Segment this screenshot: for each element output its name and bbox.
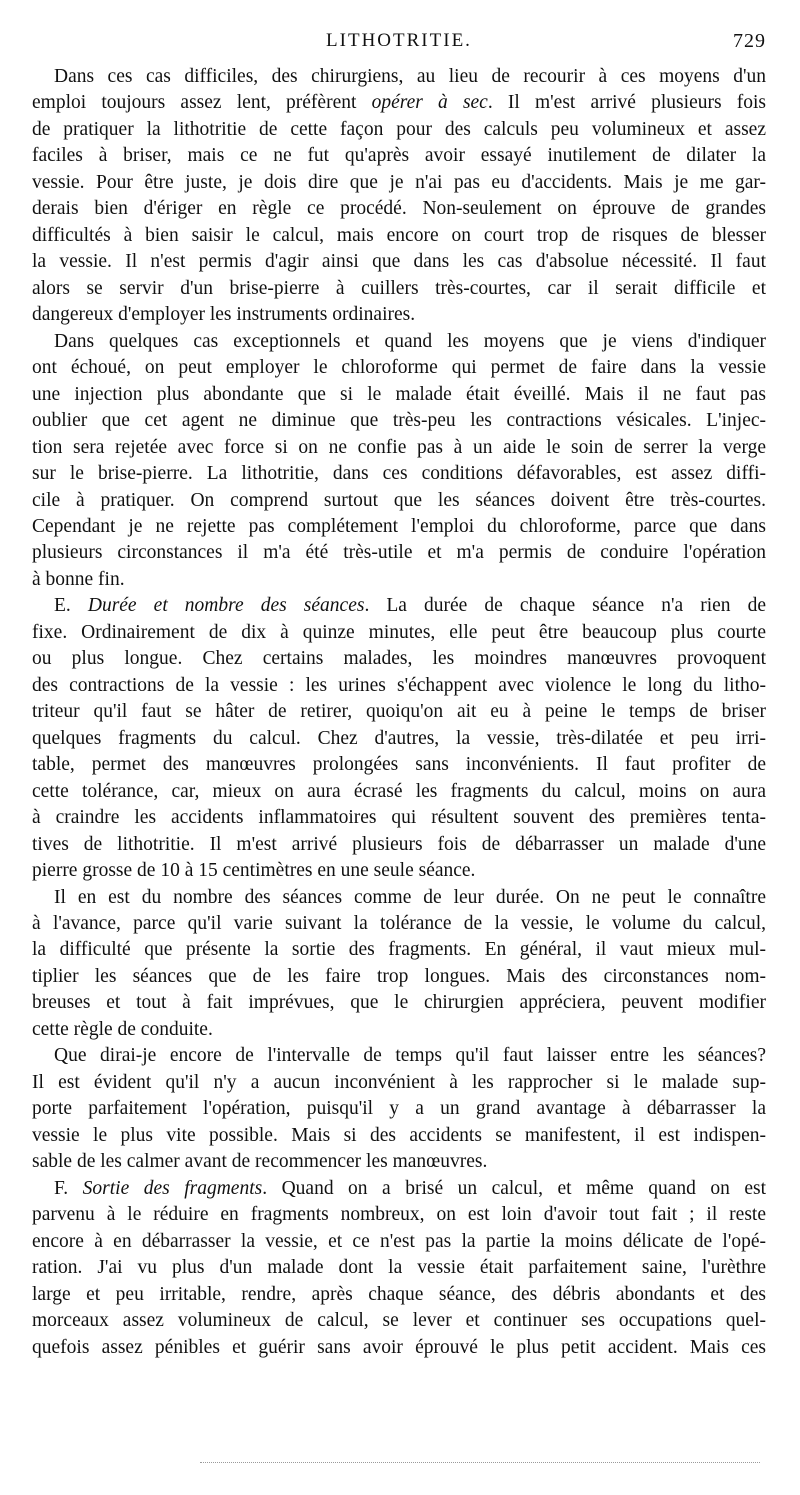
text-line: [32, 1043, 766, 1069]
text-line: [32, 779, 766, 805]
text-line: [32, 540, 766, 566]
line-text: oublier que cet agent ne diminue que très-peu les contractions vésicales. L'injec-: [32, 410, 766, 432]
text-line: [32, 382, 766, 408]
line-text: Il en est du nombre des séances comme de leur durée. On ne peut le connaître: [54, 886, 766, 908]
line-text: table, permet des manœuvres prolongées sans inconvénients. Il faut profiter de: [32, 754, 766, 776]
text-line: [32, 302, 766, 328]
text-line: [32, 196, 766, 222]
line-text: E.: [54, 595, 88, 617]
line-text: dangereux d'employer les instruments ordinaires.: [32, 304, 416, 326]
text-line: [32, 1149, 766, 1175]
text-line: [32, 752, 766, 778]
line-text: emploi toujours assez lent, préfèrent: [32, 92, 372, 114]
line-text: la difficulté que présente la sortie des fragments. En général, il vaut mieux mul-: [32, 939, 766, 961]
text-line: [32, 355, 766, 381]
text-line: [32, 64, 766, 90]
line-text: triteur qu'il faut se hâter de retirer, quoiqu'on ait eu à peine le temps de briser: [32, 701, 766, 723]
line-text: ont échoué, on peut employer le chloroforme qui permet de faire dans la vessie: [32, 357, 766, 379]
text-line: [32, 646, 766, 672]
line-text-continued: . Quand on a brisé un calcul, et même quand on est: [262, 1177, 766, 1199]
text-line: [32, 143, 766, 169]
text-line: [32, 329, 766, 355]
text-line: [32, 726, 766, 752]
line-text: Dans quelques cas exceptionnels et quand les moyens que je viens d'indiquer: [54, 330, 766, 352]
body-text: [32, 64, 766, 1361]
section-heading-italic: Durée et nombre des séances: [87, 595, 365, 617]
line-text: tion sera rejetée avec force si on ne confie pas à un aide le soin de serrer la verge: [32, 436, 766, 458]
line-text: fixe. Ordinairement de dix à quinze minutes, elle peut être beaucoup plus courte: [32, 621, 766, 643]
line-text: morceaux assez volumineux de calcul, se lever et continuer ses occupations quel-: [32, 1310, 766, 1332]
text-line: [32, 620, 766, 646]
text-line: [32, 276, 766, 302]
text-line: [32, 1282, 766, 1308]
line-text: alors se servir d'un brise-pierre à cuillers très-courtes, car il serait difficile et: [32, 277, 766, 299]
line-text: sur le brise-pierre. La lithotritie, dans ces conditions défavorables, est assez diffi-: [32, 463, 766, 485]
line-text: ou plus longue. Chez certains malades, les moindres manœuvres provoquent: [32, 648, 766, 670]
text-line: [32, 832, 766, 858]
footer-rule: [200, 1462, 760, 1463]
text-line: [32, 170, 766, 196]
text-line: [32, 1255, 766, 1281]
page-number: 729: [733, 30, 766, 52]
section-heading-italic: opérer à sec: [371, 92, 488, 114]
line-text: la vessie. Il n'est permis d'agir ainsi que dans les cas d'absolue nécessité. Il faut: [32, 251, 766, 273]
line-text: cette tolérance, car, mieux on aura écrasé les fragments du calcul, moins on aura: [32, 780, 766, 802]
line-text: Il est évident qu'il n'y a aucun inconvénient à les rapprocher si le malade sup-: [32, 1071, 766, 1093]
line-text: des contractions de la vessie : les urines s'échappent avec violence le long du litho-: [32, 674, 766, 696]
text-line: [32, 514, 766, 540]
line-text: F.: [54, 1177, 83, 1199]
text-line: [32, 223, 766, 249]
page-header: [32, 30, 766, 60]
text-line: [32, 117, 766, 143]
line-text: Dans ces cas difficiles, des chirurgiens, au lieu de recourir à ces moyens d'un: [54, 66, 766, 87]
line-text: large et peu irritable, rendre, après chaque séance, des débris abondants et des: [32, 1283, 766, 1305]
line-text: encore à en débarrasser la vessie, et ce n'est pas la partie la moins délicate de l'opé-: [32, 1230, 766, 1252]
line-text: tiplier les séances que de les faire trop longues. Mais des circonstances nom-: [32, 965, 766, 987]
text-line: [32, 1123, 766, 1149]
text-line: [32, 1202, 766, 1228]
text-line: [32, 488, 766, 514]
line-text: plusieurs circonstances il m'a été très-utile et m'a permis de conduire l'opération: [32, 542, 766, 564]
text-line: [32, 964, 766, 990]
line-text: quelques fragments du calcul. Chez d'autres, la vessie, très-dilatée et peu irri-: [32, 727, 766, 749]
text-line: [32, 1070, 766, 1096]
line-text: de pratiquer la lithotritie de cette façon pour des calculs peu volumineux et assez: [32, 118, 766, 140]
line-text: quefois assez pénibles et guérir sans avoir éprouvé le plus petit accident. Mais ces: [32, 1336, 766, 1358]
line-text: Cependant je ne rejette pas complétement l'emploi du chloroforme, parce que dans: [32, 515, 766, 537]
text-line: [32, 593, 766, 619]
line-text-continued: . La durée de chaque séance n'a rien de: [364, 595, 766, 617]
line-text: Que dirai-je encore de l'intervalle de temps qu'il faut laisser entre les séances?: [54, 1045, 766, 1067]
line-text: porte parfaitement l'opération, puisqu'il y a un grand avantage à débarrasser la: [32, 1098, 766, 1120]
text-line: [32, 911, 766, 937]
line-text: sable de les calmer avant de recommencer les manœuvres.: [32, 1151, 488, 1173]
line-text: breuses et tout à fait imprévues, que le chirurgien appréciera, peuvent modifier: [32, 992, 766, 1014]
text-line: [32, 1017, 766, 1043]
text-line: [32, 885, 766, 911]
text-line: [32, 408, 766, 434]
line-text: parvenu à le réduire en fragments nombreux, on est loin d'avoir tout fait ; il reste: [32, 1204, 766, 1226]
line-text: derais bien d'ériger en règle ce procédé. Non-seulement on éprouve de grandes: [32, 198, 766, 220]
text-line: [32, 699, 766, 725]
text-line: [32, 249, 766, 275]
running-title: LITHOTRITIE.: [326, 30, 472, 51]
line-text: à craindre les accidents inflammatoires qui résultent souvent des premières tenta-: [32, 807, 766, 829]
line-text: vessie le plus vite possible. Mais si des accidents se manifestent, il est indispen-: [32, 1124, 766, 1146]
text-line: [32, 567, 766, 593]
text-line: [32, 1335, 766, 1361]
text-line: [32, 435, 766, 461]
line-text: cile à pratiquer. On comprend surtout que les séances doivent être très-courtes.: [32, 489, 766, 511]
line-text: pierre grosse de 10 à 15 centimètres en une seule séance.: [32, 860, 476, 882]
line-text: cette règle de conduite.: [32, 1018, 213, 1040]
text-line: [32, 1096, 766, 1122]
line-text: tives de lithotritie. Il m'est arrivé plusieurs fois de débarrasser un malade d'une: [32, 833, 766, 855]
line-text: une injection plus abondante que si le malade était éveillé. Mais il ne faut pas: [32, 383, 766, 405]
text-line: [32, 1308, 766, 1334]
text-line: [32, 805, 766, 831]
line-text: faciles à briser, mais ce ne fut qu'après avoir essayé inutilement de dilater la: [32, 145, 766, 167]
text-line: [32, 461, 766, 487]
line-text-continued: . Il m'est arrivé plusieurs fois: [487, 92, 766, 114]
section-heading-italic: Sortie des fragments: [82, 1177, 263, 1199]
text-line: [32, 937, 766, 963]
text-line: [32, 858, 766, 884]
line-text: à l'avance, parce qu'il varie suivant la tolérance de la vessie, le volume du calcul,: [32, 913, 766, 934]
line-text: difficultés à bien saisir le calcul, mais encore on court trop de risques de blesser: [32, 224, 766, 246]
line-text: ration. J'ai vu plus d'un malade dont la vessie était parfaitement saine, l'urèthre: [32, 1257, 766, 1279]
line-text: à bonne fin.: [32, 568, 125, 590]
text-line: [32, 1229, 766, 1255]
text-line: [32, 990, 766, 1016]
text-line: [32, 1176, 766, 1202]
line-text: vessie. Pour être juste, je dois dire que je n'ai pas eu d'accidents. Mais je me gar-: [32, 171, 766, 193]
text-line: [32, 90, 766, 116]
text-line: [32, 673, 766, 699]
